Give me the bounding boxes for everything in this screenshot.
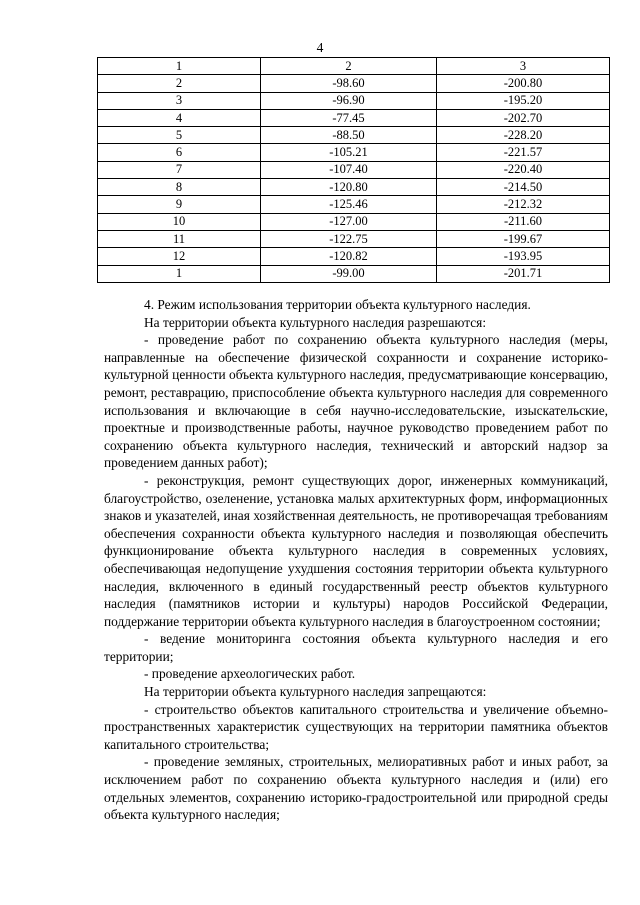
permitted-item-monitoring: - ведение мониторинга состояния объекта культурного наследия и его территории;: [104, 631, 608, 664]
permitted-item-reconstruction: - реконструкция, ремонт существующих дорог, инженерных коммуникаций, благоустройство, озеленение, установка малых архитектурных форм, информационных знаков и указателей, иная хозяйственная деятельность, не противоречащая требованиям обеспечения сохранности объекта культурного наследия и позволяющая обеспечить функционирование объекта культурного наследия в современных условиях, обеспечивающая недопущение ухудшения состояния территории объекта культурного наследия, включенного в единый государственный реестр объектов культурного наследия (памятников истории и культуры) народов Российской Федерации, поддержание территории объекта культурного наследия в благоустроенном состоянии;: [104, 472, 608, 629]
cell-point: 10: [98, 213, 261, 230]
cell-x: -88.50: [261, 127, 437, 144]
table-header-row: [98, 58, 610, 75]
cell-y: -193.95: [437, 248, 610, 265]
cell-point: 4: [98, 109, 261, 126]
table-row: [98, 109, 610, 126]
cell-x: -107.40: [261, 161, 437, 178]
table-row: [98, 213, 610, 230]
cell-x: -98.60: [261, 75, 437, 92]
table-row: [98, 230, 610, 247]
cell-y: -220.40: [437, 161, 610, 178]
table-row: [98, 179, 610, 196]
cell-x: -120.82: [261, 248, 437, 265]
cell-point: 5: [98, 127, 261, 144]
cell-y: -202.70: [437, 109, 610, 126]
cell-x: -127.00: [261, 213, 437, 230]
table-row: [98, 196, 610, 213]
cell-point: 9: [98, 196, 261, 213]
coordinates-table-body: [98, 58, 610, 283]
header-cell-x: 2: [261, 58, 437, 75]
permitted-intro: На территории объекта культурного наследия разрешаются:: [144, 314, 487, 330]
table-row: [98, 75, 610, 92]
prohibited-item-construction: - строительство объектов капитального строительства и увеличение объемно-пространственных характеристик существующих на территории памятника объектов капитального строительства;: [104, 701, 608, 752]
cell-y: -221.57: [437, 144, 610, 161]
cell-y: -228.20: [437, 127, 610, 144]
cell-x: -99.00: [261, 265, 437, 282]
cell-point: 11: [98, 230, 261, 247]
cell-y: -200.80: [437, 75, 610, 92]
cell-x: -96.90: [261, 92, 437, 109]
table-row: [98, 265, 610, 282]
cell-x: -77.45: [261, 109, 437, 126]
section-heading: 4. Режим использования территории объекта культурного наследия.: [144, 297, 531, 312]
cell-point: 2: [98, 75, 261, 92]
cell-x: -120.80: [261, 179, 437, 196]
header-cell-y: 3: [437, 58, 610, 75]
coordinates-table: [97, 57, 610, 283]
cell-point: 8: [98, 179, 261, 196]
prohibited-item-earthworks: - проведение земляных, строительных, мелиоративных работ и иных работ, за исключением работ по сохранению объекта культурного наследия и (или) его отдельных элементов, сохранению историко-градостроительной или природной среды объекта культурного наследия;: [104, 754, 608, 823]
cell-point: 7: [98, 161, 261, 178]
cell-point: 1: [98, 265, 261, 282]
table-row: [98, 144, 610, 161]
cell-y: -212.32: [437, 196, 610, 213]
table-row: [98, 248, 610, 265]
table-row: [98, 92, 610, 109]
document-body: [104, 296, 608, 824]
cell-y: -199.67: [437, 230, 610, 247]
header-cell-point: 1: [98, 58, 261, 75]
permitted-item-preservation: - проведение работ по сохранению объекта культурного наследия (меры, направленные на обеспечение физической сохранности и сохранение историко-культурной ценности объекта культурного наследия, предусматривающие консервацию, ремонт, реставрацию, приспособление объекта культурного наследия для современного использования и включающие в себя научно-исследовательские, изыскательские, проектные и производственные работы, научное руководство проведением работ по сохранению объекта культурного наследия, технический и авторский надзор за проведением данных работ);: [104, 332, 608, 471]
prohibited-intro: На территории объекта культурного наследия запрещаются:: [144, 684, 487, 700]
table-row: [98, 161, 610, 178]
cell-x: -122.75: [261, 230, 437, 247]
cell-x: -125.46: [261, 196, 437, 213]
page-number: 4: [316, 40, 324, 55]
permitted-item-archaeology: - проведение археологических работ.: [144, 666, 356, 682]
cell-point: 12: [98, 248, 261, 265]
cell-y: -211.60: [437, 213, 610, 230]
cell-point: 6: [98, 144, 261, 161]
table-row: [98, 127, 610, 144]
cell-y: -201.71: [437, 265, 610, 282]
cell-point: 3: [98, 92, 261, 109]
cell-x: -105.21: [261, 144, 437, 161]
cell-y: -195.20: [437, 92, 610, 109]
cell-y: -214.50: [437, 179, 610, 196]
